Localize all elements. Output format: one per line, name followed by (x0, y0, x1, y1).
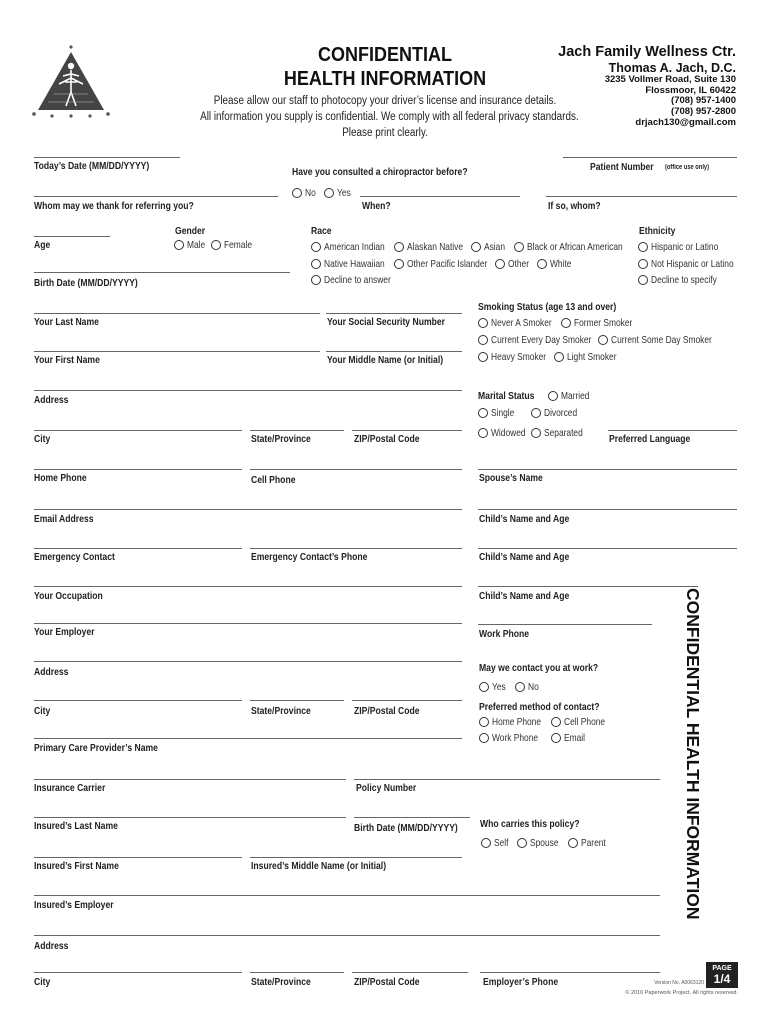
when-label: When? (362, 200, 391, 212)
practice-phone1: (708) 957-1400 (671, 95, 736, 106)
insured-employer-label: Insured’s Employer (34, 899, 114, 911)
policy-parent-label: Parent (581, 837, 606, 849)
version-number: Version No. A0063120 (654, 980, 704, 986)
ins-address-line[interactable] (34, 935, 660, 936)
ethnicity-hispanic-label: Hispanic or Latino (651, 241, 719, 253)
emergency-phone-line[interactable] (250, 548, 462, 549)
home-phone-line[interactable] (34, 469, 242, 470)
employer-line[interactable] (34, 623, 462, 624)
page-word: PAGE (712, 965, 732, 972)
city-line[interactable] (34, 430, 242, 431)
gender-male-label: Male (187, 239, 206, 251)
employer-state-label: State/Province (251, 705, 311, 717)
smoking-some-day-radio[interactable] (598, 335, 608, 345)
referred-by-line[interactable] (34, 196, 278, 197)
race-asian-label: Asian (484, 241, 506, 253)
last-name-line[interactable] (34, 313, 320, 314)
practice-email: drjach130@gmail.com (635, 117, 736, 128)
practice-address-line2: Flossmoor, IL 60422 (645, 85, 736, 96)
when-line[interactable] (360, 196, 520, 197)
vertical-confidential-title: CONFIDENTIAL HEALTH INFORMATION (683, 588, 703, 920)
employer-label: Your Employer (34, 626, 95, 638)
birth-date-line[interactable] (34, 272, 290, 273)
work-contact-no-label: No (528, 681, 539, 693)
work-contact-no-radio[interactable] (515, 682, 525, 692)
email-address-line[interactable] (34, 509, 462, 510)
form-title-line2: HEALTH INFORMATION (283, 68, 487, 90)
marital-single-label: Single (491, 407, 515, 419)
emergency-phone-label: Emergency Contact’s Phone (251, 551, 368, 563)
spouse-name-line[interactable] (478, 469, 737, 470)
employer-city-label: City (34, 705, 51, 717)
intro-line2: All information you supply is confidential. We comply with all federal privacy standards. (200, 111, 579, 123)
gender-female-radio[interactable] (211, 240, 221, 250)
race-alaskan-native-radio[interactable] (394, 242, 404, 252)
child1-line[interactable] (478, 509, 737, 510)
race-label: Race (311, 225, 332, 237)
state-label: State/Province (251, 433, 311, 445)
triangle-figure-logo (30, 44, 112, 122)
ethnicity-hispanic-radio[interactable] (638, 242, 648, 252)
marital-divorced-radio[interactable] (531, 408, 541, 418)
contact-cell-phone-radio[interactable] (551, 717, 561, 727)
copyright: © 2016 Paperwork Project. All rights reserved. (625, 990, 738, 996)
ethnicity-not-hispanic-radio[interactable] (638, 259, 648, 269)
race-other-radio[interactable] (495, 259, 505, 269)
if-so-whom-line[interactable] (546, 196, 737, 197)
cell-phone-line[interactable] (250, 469, 462, 470)
todays-date-line[interactable] (34, 157, 180, 158)
state-line[interactable] (250, 430, 344, 431)
employer-zip-line[interactable] (352, 700, 462, 701)
child2-label: Child’s Name and Age (479, 551, 570, 563)
gender-male-radio[interactable] (174, 240, 184, 250)
office-use-label: (office use only) (665, 164, 710, 171)
race-pacific-islander-label: Other Pacific Islander (407, 258, 488, 270)
marital-separated-radio[interactable] (531, 428, 541, 438)
contact-email-radio[interactable] (551, 733, 561, 743)
policy-spouse-radio[interactable] (517, 838, 527, 848)
contact-home-phone-radio[interactable] (479, 717, 489, 727)
marital-separated-label: Separated (544, 427, 583, 439)
chiro-yes-radio[interactable] (324, 188, 334, 198)
child3-label: Child’s Name and Age (479, 590, 570, 602)
contact-email-label: Email (564, 732, 586, 744)
employer-address-line[interactable] (34, 661, 462, 662)
employers-phone-label: Employer’s Phone (483, 976, 559, 988)
referred-by-label: Whom may we thank for referring you? (34, 200, 194, 212)
preferred-language-line[interactable] (608, 430, 737, 431)
page-number-box (706, 962, 738, 988)
age-label: Age (34, 239, 51, 251)
employer-city-line[interactable] (34, 700, 242, 701)
ins-zip-line[interactable] (352, 972, 468, 973)
smoking-every-day-label: Current Every Day Smoker (491, 334, 592, 346)
insured-birth-date-label: Birth Date (MM/DD/YYYY) (354, 822, 458, 834)
ins-city-label: City (34, 976, 51, 988)
insured-middle-name-label: Insured’s Middle Name (or Initial) (251, 860, 387, 872)
work-contact-yes-radio[interactable] (479, 682, 489, 692)
contact-work-phone-radio[interactable] (479, 733, 489, 743)
doctor-name: Thomas A. Jach, D.C. (608, 61, 736, 75)
marital-married-label: Married (561, 390, 590, 402)
employer-zip-label: ZIP/Postal Code (354, 705, 420, 717)
work-contact-yes-label: Yes (492, 681, 506, 693)
smoking-heavy-radio[interactable] (478, 352, 488, 362)
primary-care-label: Primary Care Provider’s Name (34, 742, 158, 754)
policy-number-label: Policy Number (356, 782, 417, 794)
chiro-yes-label: Yes (337, 187, 351, 199)
first-name-label: Your First Name (34, 354, 100, 366)
todays-date-label: Today’s Date (MM/DD/YYYY) (34, 160, 150, 172)
smoking-some-day-label: Current Some Day Smoker (611, 334, 712, 346)
race-white-label: White (550, 258, 572, 270)
last-name-label: Your Last Name (34, 316, 99, 328)
ethnicity-label: Ethnicity (639, 225, 676, 237)
ins-state-label: State/Province (251, 976, 311, 988)
contact-home-phone-label: Home Phone (492, 716, 542, 728)
smoking-never-radio[interactable] (478, 318, 488, 328)
policy-self-radio[interactable] (481, 838, 491, 848)
zip-label: ZIP/Postal Code (354, 433, 420, 445)
race-american-indian-radio[interactable] (311, 242, 321, 252)
birth-date-label: Birth Date (MM/DD/YYYY) (34, 277, 138, 289)
insurance-carrier-line[interactable] (34, 779, 346, 780)
address-label: Address (34, 394, 69, 406)
age-line[interactable] (34, 236, 110, 237)
intro-line3: Please print clearly. (342, 127, 428, 139)
gender-label: Gender (175, 225, 206, 237)
preferred-language-label: Preferred Language (609, 433, 691, 445)
ssn-line[interactable] (326, 313, 462, 314)
ins-address-label: Address (34, 940, 69, 952)
middle-name-line[interactable] (326, 351, 462, 352)
marital-single-radio[interactable] (478, 408, 488, 418)
emergency-contact-label: Emergency Contact (34, 551, 115, 563)
policy-number-line[interactable] (354, 779, 660, 780)
smoking-former-radio[interactable] (561, 318, 571, 328)
smoking-former-label: Former Smoker (574, 317, 633, 329)
marital-status-label: Marital Status (478, 390, 535, 402)
occupation-label: Your Occupation (34, 590, 103, 602)
intro-line1: Please allow our staff to photocopy your driver’s license and insurance details. (213, 95, 557, 107)
home-phone-label: Home Phone (34, 472, 87, 484)
ins-state-line[interactable] (250, 972, 344, 973)
contact-work-phone-label: Work Phone (492, 732, 539, 744)
insured-birth-date-line[interactable] (354, 817, 470, 818)
marital-married-radio[interactable] (548, 391, 558, 401)
work-phone-line[interactable] (478, 624, 652, 625)
zip-line[interactable] (352, 430, 462, 431)
patient-number-label: Patient Number (590, 161, 654, 173)
race-black-label: Black or African American (527, 241, 623, 253)
insured-last-name-label: Insured’s Last Name (34, 820, 118, 832)
spouse-name-label: Spouse’s Name (479, 472, 543, 484)
ethnicity-decline-label: Decline to specify (651, 274, 717, 286)
race-asian-radio[interactable] (471, 242, 481, 252)
insured-last-name-line[interactable] (34, 817, 346, 818)
policy-spouse-label: Spouse (530, 837, 559, 849)
policy-parent-radio[interactable] (568, 838, 578, 848)
ins-zip-label: ZIP/Postal Code (354, 976, 420, 988)
practice-address-line1: 3235 Vollmer Road, Suite 130 (604, 74, 736, 85)
work-phone-label: Work Phone (479, 628, 530, 640)
race-american-indian-label: American Indian (324, 241, 385, 253)
practice-phone2: (708) 957-2800 (671, 106, 736, 117)
race-native-hawaiian-label: Native Hawaiian (324, 258, 385, 270)
insured-first-name-line[interactable] (34, 857, 242, 858)
smoking-every-day-radio[interactable] (478, 335, 488, 345)
middle-name-label: Your Middle Name (or Initial) (327, 354, 444, 366)
insured-middle-name-line[interactable] (250, 857, 462, 858)
who-carries-label: Who carries this policy? (480, 818, 580, 830)
contact-cell-phone-label: Cell Phone (564, 716, 606, 728)
smoking-status-label: Smoking Status (age 13 and over) (478, 301, 617, 313)
race-black-radio[interactable] (514, 242, 524, 252)
address-line[interactable] (34, 390, 462, 391)
child3-line[interactable] (478, 586, 698, 587)
ethnicity-not-hispanic-label: Not Hispanic or Latino (651, 258, 734, 270)
race-decline-radio[interactable] (311, 275, 321, 285)
race-white-radio[interactable] (537, 259, 547, 269)
race-other-label: Other (508, 258, 530, 270)
policy-self-label: Self (494, 837, 509, 849)
chiro-no-radio[interactable] (292, 188, 302, 198)
race-native-hawaiian-radio[interactable] (311, 259, 321, 269)
smoking-heavy-label: Heavy Smoker (491, 351, 547, 363)
if-so-whom-label: If so, whom? (548, 200, 601, 212)
smoking-never-label: Never A Smoker (491, 317, 552, 329)
email-address-label: Email Address (34, 513, 94, 525)
child1-label: Child’s Name and Age (479, 513, 570, 525)
employers-phone-line[interactable] (480, 972, 660, 973)
marital-divorced-label: Divorced (544, 407, 578, 419)
smoking-light-radio[interactable] (554, 352, 564, 362)
city-label: City (34, 433, 51, 445)
form-title-line1: CONFIDENTIAL (317, 44, 452, 66)
chiro-no-label: No (305, 187, 316, 199)
race-pacific-islander-radio[interactable] (394, 259, 404, 269)
race-decline-label: Decline to answer (324, 274, 391, 286)
patient-number-line[interactable] (563, 157, 737, 158)
race-alaskan-native-label: Alaskan Native (407, 241, 464, 253)
ssn-label: Your Social Security Number (327, 316, 446, 328)
employer-address-label: Address (34, 666, 69, 678)
primary-care-line[interactable] (34, 738, 462, 739)
child2-line[interactable] (478, 548, 737, 549)
occupation-line[interactable] (34, 586, 462, 587)
smoking-light-label: Light Smoker (567, 351, 617, 363)
first-name-line[interactable] (34, 351, 320, 352)
cell-phone-label: Cell Phone (251, 474, 296, 486)
insured-employer-line[interactable] (34, 895, 660, 896)
insured-first-name-label: Insured’s First Name (34, 860, 119, 872)
marital-widowed-label: Widowed (491, 427, 526, 439)
chiro-question-label: Have you consulted a chiropractor before? (292, 166, 468, 178)
page-num: 1/4 (713, 972, 731, 986)
employer-state-line[interactable] (250, 700, 344, 701)
ins-city-line[interactable] (34, 972, 242, 973)
insurance-carrier-label: Insurance Carrier (34, 782, 106, 794)
practice-name: Jach Family Wellness Ctr. (558, 44, 736, 60)
ethnicity-decline-radio[interactable] (638, 275, 648, 285)
contact-at-work-label: May we contact you at work? (479, 662, 599, 674)
marital-widowed-radio[interactable] (478, 428, 488, 438)
preferred-contact-label: Preferred method of contact? (479, 701, 600, 713)
gender-female-label: Female (224, 239, 253, 251)
emergency-contact-line[interactable] (34, 548, 242, 549)
